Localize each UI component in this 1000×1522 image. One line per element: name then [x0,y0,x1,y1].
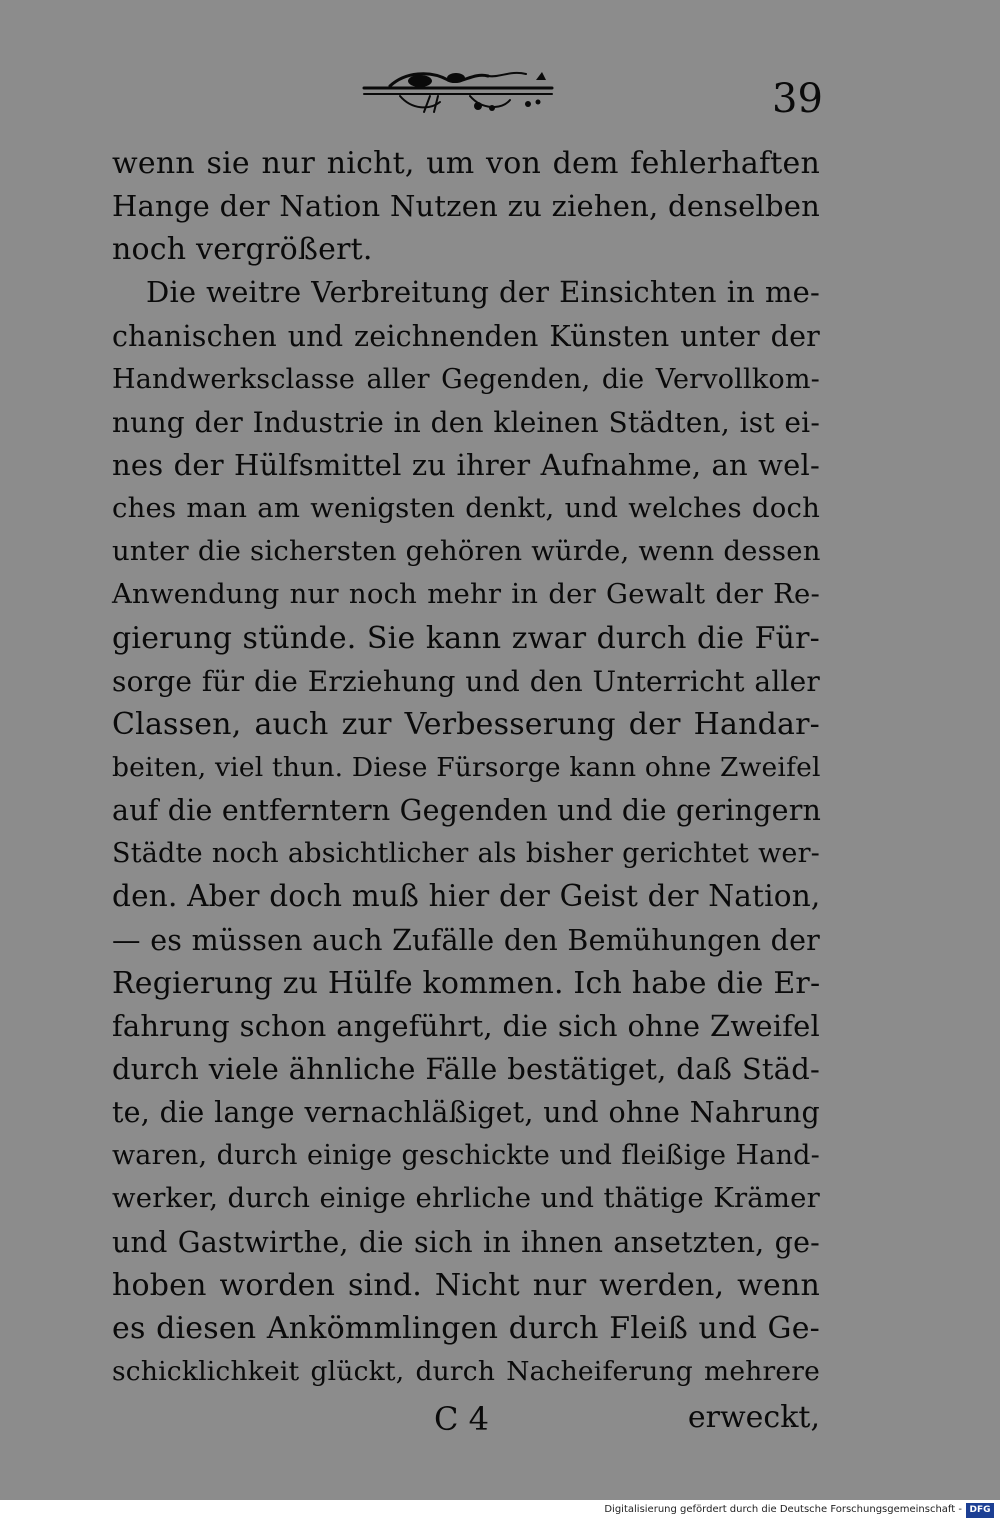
text-line: hoben worden sind. Nicht nur werden, wenn [112,1267,820,1303]
text-line: Hange der Nation Nutzen zu ziehen, denselben [112,189,820,224]
text-line: waren, durch einige geschickte und fleißige Hand- [112,1140,820,1172]
text-line: Handwerksclasse aller Gegenden, die Vervollkom- [112,363,820,395]
text-line: wenn sie nur nicht, um von dem fehlerhaften [112,146,820,181]
text-line: Classen, auch zur Verbesserung der Handar- [112,706,820,742]
text-line: beiten, viel thun. Diese Fürsorge kann ohne Zweifel [112,751,821,783]
page-number: 39 [772,76,823,122]
catchword: erweckt, [687,1400,820,1435]
text-line: durch viele ähnliche Fälle bestätiget, daß Städ- [112,1051,820,1086]
text-line: chanischen und zeichnenden Künsten unter der [112,319,820,353]
text-line: gierung stünde. Sie kann zwar durch die Für- [112,620,820,656]
text-line: auf die entferntern Gegenden und die geringern [112,794,822,828]
text-line: den. Aber doch muß hier der Geist der Nation, [112,879,821,914]
text-line: ches man am wenigsten denkt, und welches doch [112,492,820,525]
text-line: schicklichkeit glückt, durch Nacheiferung mehrere [112,1355,820,1387]
text-line: und Gastwirthe, die sich in ihnen ansetzten, ge- [112,1225,820,1259]
text-line: Regierung zu Hülfe kommen. Ich habe die Er- [112,965,821,1001]
page-footer [112,1400,820,1446]
body-text [112,142,820,1393]
text-line: te, die lange vernachläßiget, und ohne Nahrung [112,1096,820,1130]
digitization-credit-text: Digitalisierung gefördert durch die Deutsche Forschungsgemeinschaft - [604,1504,962,1515]
text-line: fahrung schon angeführt, die sich ohne Zweifel [112,1008,820,1043]
text-line: Die weitre Verbreitung der Einsichten in me- [146,275,820,310]
printer-ornament-icon [360,66,556,120]
text-line: noch vergrößert. [112,232,373,268]
text-line: nes der Hülfsmittel zu ihrer Aufnahme, an wel- [112,447,820,482]
text-line: — es müssen auch Zufälle den Bemühungen der [112,923,820,957]
digitization-credit-bar [0,1500,1000,1522]
text-line: es diesen Ankömmlingen durch Fleiß und Ge- [112,1310,820,1346]
dfg-logo-icon: DFG [966,1503,994,1518]
text-line: nung der Industrie in den kleinen Städten, ist ei- [112,405,820,439]
text-line: unter die sichersten gehören würde, wenn dessen [112,535,821,568]
text-line: sorge für die Erziehung und den Unterricht aller [112,664,820,698]
text-line: Städte noch absichtlicher als bisher gerichtet wer- [112,838,820,870]
text-line: Anwendung nur noch mehr in der Gewalt der Re- [112,578,820,611]
text-line: werker, durch einige ehrliche und thätige Krämer [112,1182,820,1215]
signature-mark: C 4 [434,1400,490,1438]
